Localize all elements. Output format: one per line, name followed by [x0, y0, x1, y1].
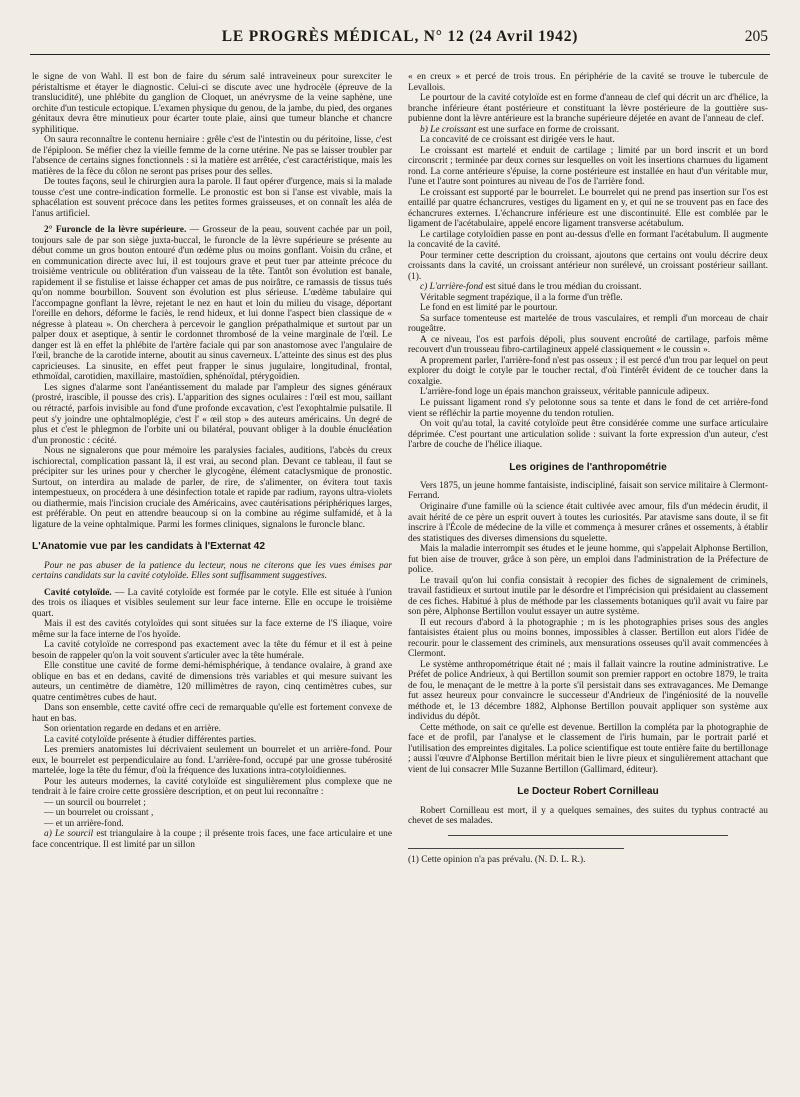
paragraph: Mais il est des cavités cotyloïdes qui sont situées sur la face externe de l'S iliaque, voire même sur la face interne de l'os hyoïde.: [32, 619, 392, 640]
paragraph: Le travail qu'on lui confia consistait à recopier des fiches de signalement de criminels, travail fastidieux et surtout inutile par le désordre et l'imprécision qui présidaient au classement de ces fiches. Habitué à plus de méthode par les classements botaniques qu'il avait vu faire par son père, Alphonse Bertillon voulut essayer un autre système.: [408, 575, 768, 618]
paragraph: Sa surface tomenteuse est martelée de trous vasculaires, et rempli d'un morceau de chair rougeâtre.: [408, 313, 768, 335]
paragraph: Cette méthode, on sait ce qu'elle est devenue. Bertillon la compléta par la photographie de face et de profil, par l'analyse et le classement de l'iris humain, par le portrait parlé et l'utilisation des empreintes digitales. La police scientifique est toute entière faite du bertillonage ; aussi l'œuvre d'Alphonse Bertillon méritait bien le livre pieux et singulièrement attachant que vient de lui consacrer Mlle Suzanne Bertillon (Gallimard, éditeur).: [408, 722, 768, 775]
paragraph: Originaire d'une famille où la science était cultivée avec amour, fils d'un médecin érudit, il avait hérité de ce père un esprit ouvert à toutes les curiosités. Par atavisme sans doute, il se fit inscrire à l'École de médecine de la ville et commença à mesurer crânes et ossements, à établir des statistiques des diverses dimensions du squelette.: [408, 502, 768, 544]
paragraph-lead: a) Le sourcil: [44, 829, 94, 840]
paragraph-text: est une surface en forme de croissant.: [475, 124, 620, 135]
paragraph: Nous ne signalerons que pour mémoire les paralysies faciales, auditions, l'abcès du creux ischiorectal, complication passant là, il est vrai, au second plan. Devant ce tableau, il faut se précipiter sur les urines pour y chercher le glycogène, élément cataclysmique de pronostic. Surtout, on interdira au malade de parler, de rire, de s'alimenter, on évitera tout taxis intempestueux, on procédera à une désinfection totale et rapide par radium, rayons ultra-violets ou diathermie, mais l'incision cruciale des Américains, avec cautérisations périphériques larges, est préférable. On peut en attendre beaucoup si on la combine au régime sulfamidé, et à la ligature de la veine ophtalmique. Parmi les formes cliniques, signalons le furoncle blanc.: [32, 446, 392, 530]
list-item: — un bourrelet ou croissant ,: [44, 808, 154, 819]
paragraph: Les premiers anatomistes lui décrivaient seulement un bourrelet et un arrière-fond. Pour eux, le bourrelet est perpendiculaire au fond. L'arrière-fond, occupé par une grosse tubérosité martelée, loge la tête du fémur, d'où la fréquence des luxations intra-cotyloïdiennes.: [32, 745, 392, 777]
paragraph: On saura reconnaître le contenu herniaire : grêle c'est de l'intestin ou du péritoine, lisse, c'est de l'épiploon. Se méfier chez la vieille femme de la corne utérine. Ne pas se laisser troubler par l'absence de certains signes fonctionnels : si la matière est arrêtée, c'est caractéristique, mais les matières de la fèce du côlon ne seront pas prises pour des selles.: [32, 135, 392, 177]
paragraph: Le puissant ligament rond s'y pelotonne sous sa tente et dans le fond de cet arrière-fond vient se réfléchir la partie moyenne du tendon rotulien.: [408, 397, 768, 419]
paragraph: Véritable segment trapézique, il a la forme d'un trèfle.: [420, 292, 623, 303]
paragraph: Le pourtour de la cavité cotyloïde est en forme d'anneau de clef qui décrit un arc d'hélice, la branche inférieure étant postérieure et constituant la lèvre postérieure de la gouttière sus-pubienne dont la lèvre antérieure est la branche supérieure déjetée en avant de l'anneau de clef.: [408, 93, 768, 125]
paragraph: A ce niveau, l'os est parfois dépoli, plus souvent encroûté de cartilage, parfois même recouvert d'un trousseau fibro-cartilagineux appelé classiquement « le coussin ».: [408, 334, 768, 356]
section-rule: [448, 835, 728, 836]
paragraph: Les signes d'alarme sont l'anéantissement du malade par l'ampleur des signes généraux (prostré, irascible, il pousse des cris). L'apparition des signes oculaires : l'œil est mou, saillant ou rétracté, parfois invisible au fond d'une profonde excavation, c'est l'exophtalmie pulsatile. Il peut s'y joindre une ophtalmoplégie, c'est l' « œil stop » des auteurs américains. Un degré de plus et c'est le phlegmon de l'orbite uni ou bilatéral, pouvant obliger à la double énucléation d'un pronostic : cécité.: [32, 382, 392, 446]
paragraph: Le fond en est limité par le pourtour.: [420, 303, 558, 314]
paragraph: « en creux » et percé de trois trous. En périphérie de la cavité se trouve le tubercule de Levallois.: [408, 72, 768, 93]
paragraph: [408, 282, 768, 293]
footnote: (1) Cette opinion n'a pas prévalu. (N. D. L. R.).: [408, 854, 586, 865]
paragraph: Mais la maladie interrompit ses études et le jeune homme, qui s'appelait Alphonse Bertillon, fut bien aise de trouver, grâce à son père, un emploi dans l'administration de la Préfecture de police.: [408, 544, 768, 576]
paragraph: On voit qu'au total, la cavité cotyloïde peut être considérée comme une surface articulaire déprimée. C'est pourtant une articulation solide : suivant la forte expression d'un auteur, c'est l'arbre de couche de l'hélice iliaque.: [408, 419, 768, 451]
paragraph-lead: b) Le croissant: [420, 124, 476, 135]
section-intro: Pour ne pas abuser de la patience du lecteur, nous ne citerons que les vues émises par certains candidats sur la cavité cotyloïde. Elles sont suffisamment suggestives.: [32, 560, 392, 582]
paragraph: Le système anthropométrique était né ; mais il fallait vaincre la routine administrative. Le Préfet de police Andrieux, à qui Bertillon soumit son premier rapport en octobre 1879, le traita de fou, le menaçant de le mettre à la porte s'il persistait dans ses extravagances. Me Demange fut assez heureux pour convaincre le successeur d'Andrieux de l'ingéniosité de la nouvelle méthode et, le 13 décembre 1882, Alphonse Bertillon pouvait appliquer son système aux individus du dépôt.: [408, 659, 768, 723]
paragraph: Son orientation regarde en dedans et en arrière.: [44, 724, 222, 735]
paragraph: L'arrière-fond loge un épais manchon graisseux, véritable pannicule adipeux.: [420, 387, 710, 398]
paragraph: Vers 1875, un jeune homme fantaisiste, indiscipliné, faisait son service militaire à Clermont-Ferrand.: [408, 480, 768, 502]
paragraph: La cavité cotyloïde ne correspond pas exactement avec la tête du fémur et il est à peine besoin de rappeler qu'on la voit souvent s'articuler avec la tête humérale.: [32, 640, 392, 661]
paragraph-lead: Cavité cotyloïde.: [44, 587, 112, 598]
paragraph: Il eut recours d'abord à la photographie ; m is les photographies prises sous des angles fantaisistes étaient plus ou moins bonnes, impossibles à classer. Bertillon eut alors l'idée de recourir. pour le classement des criminels, aux mensurations osseuses qu'il avait commencées à Clermont.: [408, 617, 768, 660]
paragraph: Pour terminer cette description du croissant, ajoutons que certains ont voulu décrire deux croissants dans la cavité, un croissant antérieur non surélevé, un croissant postérieur saillant. (1).: [408, 250, 768, 282]
section-title: L'Anatomie vue par les candidats à l'Externat 42: [32, 541, 266, 553]
paragraph: Elle constitue une cavité de forme demi-hémisphérique, à tendance ovalaire, à grand axe oblique en bas et en dedans, cavité de dimensions très variables et qui mesure suivant les auteurs, un centimètre de diamètre, 120 millimètres de rayon, cinq centimètres cubes, sur quatre centimètres cubes de haut.: [32, 661, 392, 703]
paragraph: [32, 225, 392, 383]
paragraph-text: est situé dans le trou médian du croissant.: [482, 282, 642, 293]
paragraph: Robert Cornilleau est mort, il y a quelques semaines, des suites du typhus contracté au chevet de ses malades.: [408, 805, 768, 827]
paragraph: Dans son ensemble, cette cavité offre ceci de remarquable qu'elle est fortement convexe de haut en bas.: [32, 703, 392, 724]
footnote-rule: [408, 848, 624, 849]
paragraph: De toutes façons, seul le chirurgien aura la parole. Il faut opérer d'urgence, mais si la malade tousse c'est une contre-indication formelle. Le pronostic est bon si l'anse est vivable, mais la sphacélation est souvent précoce dans les petites formes graisseuses, et on connaît les aléa de l'anus artificiel.: [32, 177, 392, 219]
paragraph: le signe de von Wahl. Il est bon de faire du sérum salé intraveineux pour surexciter le péristaltisme et étayer le diagnostic. Celui-ci se discute avec une hydrocèle (épreuve de la translucidité), une phlébite du ganglion de Cloquet, un anévrysme de la veine saphène, une orchite d'un testicule ectopique. L'examen physique du genou, de la jambe, du pied, des organes génitaux devra être minutieux pour écarter toute plaie, ainsi que tumeur blanche et chancre syphilitique.: [32, 72, 392, 135]
list-item: — et un arrière-fond.: [44, 818, 124, 829]
list-item: — un sourcil ou bourrelet ;: [44, 797, 146, 808]
paragraph: La concavité de ce croissant est dirigée vers le haut.: [420, 135, 615, 146]
paragraph: [32, 588, 392, 620]
page-number: 205: [744, 28, 768, 45]
paragraph-lead: c) L'arrière-fond: [420, 282, 483, 293]
paragraph: La cavité cotyloïde présente à étudier différentes parties.: [44, 734, 257, 745]
paragraph: Le croissant est martelé et enduit de cartilage ; limité par un bord inscrit et un bord circonscrit ; terminée par deux cornes sur lesquelles on voit les insertions charnues du ligament rond. La corne antérieure s'épuise, la corne postérieure est installée en haut d'un véritable mur, l'une et l'autre sont pointures au niveau de l'os de l'arrière fond.: [408, 145, 768, 188]
paragraph-text: — La cavité cotyloïde est formée par le cotyle. Elle est située à l'union des trois os iliaques et visibles seulement sur leur face interne. Elle en occupe le troisième quart.: [32, 587, 392, 619]
paragraph: A proprement parler, l'arrière-fond n'est pas osseux ; il est percé d'un trou par lequel on peut explorer du doigt le cotyle par le toucher rectal, d'où l'intérêt évident de ce toucher dans la coxalgie.: [408, 355, 768, 387]
page-header: [30, 22, 770, 62]
section-title: Le Docteur Robert Cornilleau: [517, 786, 659, 798]
paragraph: Le croissant est supporté par le bourrelet. Le bourrelet qui ne prend pas insertion sur l'os est entaillé par quatre échancrures, vestiges du ligament en y, et qui ne se trouvent pas en face des échancrures externes. L'échancrure inférieure est une discontinuité. Elle est comblée par le ligament de l'acétabulaire, appelé encore ligament transverse acétabulum.: [408, 187, 768, 230]
journal-title: LE PROGRÈS MÉDICAL, N° 12 (24 Avril 1942): [221, 28, 579, 45]
left-column: [32, 72, 392, 1082]
paragraph-text: est triangulaire à la coupe ; il présente trois faces, une face articulaire et une face concentrique. Il est limité par un sillon: [32, 829, 392, 850]
paragraph: [408, 125, 768, 136]
paragraph-text: — Grosseur de la peau, souvent cachée par un poil, toujours sale de par son siège juxta-buccal, le furoncle de la lèvre supérieure se présente au début comme un gros bouton entouré d'un œdème plus ou moins gonflant. Voisin du crâne, et en communication directe avec lui, il est toujours grave et peut tuer par atteinte précoce du troisième ventricule ou oblitération d'un vaisseau de la tête. Tantôt son évolution est banale, rapidement il se fistulise et laisse échapper cet amas de pus noirâtre, ce ramassis de tissus tués qu'on nomme bourbillon. Souvent son évolution est plus sérieuse. L'œdème tabulaire qui l'accompagne gonflant la lèvre, rejetant le nez en haut et loin du milieu du visage, déportant l'oreille en dehors, déforme le faciès, le rend hideux, et lui donne l'aspect bien classique de « négresse à plateau ». On cherchera à percevoir le ganglion prépathalmique et surtout par un palper doux et aseptique, à sentir le cordonnet thrombosé de la veine marginale de l'œil. Le danger est là en effet la phlébite de l'artère faciale qui par son anastomose avec l'angulaire de l'œil, branche de la carotide interne, aboutit au sinus caverneux. L'atteinte des sinus est des plus capricieuses. La sinusite, en effet peut frapper le sinus jugulaire, longitudinal, frontal, ethmoïdal, carotidien, maxillaire, mastoïdien, sphénoïdal, ptérygoïdien.: [32, 225, 392, 383]
section-title: Les origines de l'anthropométrie: [509, 461, 667, 473]
right-column: [408, 72, 768, 1082]
paragraph: Pour les auteurs modernes, la cavité cotyloïde est singulièrement plus complexe que ne tendrait à le faire croire cette grossière description, et on peut lui reconnaître :: [32, 776, 392, 798]
paragraph-lead: 2° Furoncle de la lèvre supérieure.: [44, 225, 187, 236]
paragraph: Le cartilage cotyloïdien passe en pont au-dessus d'elle en formant l'acétabulum. Il augmente la concavité de la cavité.: [408, 229, 768, 251]
paragraph: [32, 829, 392, 850]
header-rule: [30, 54, 770, 55]
